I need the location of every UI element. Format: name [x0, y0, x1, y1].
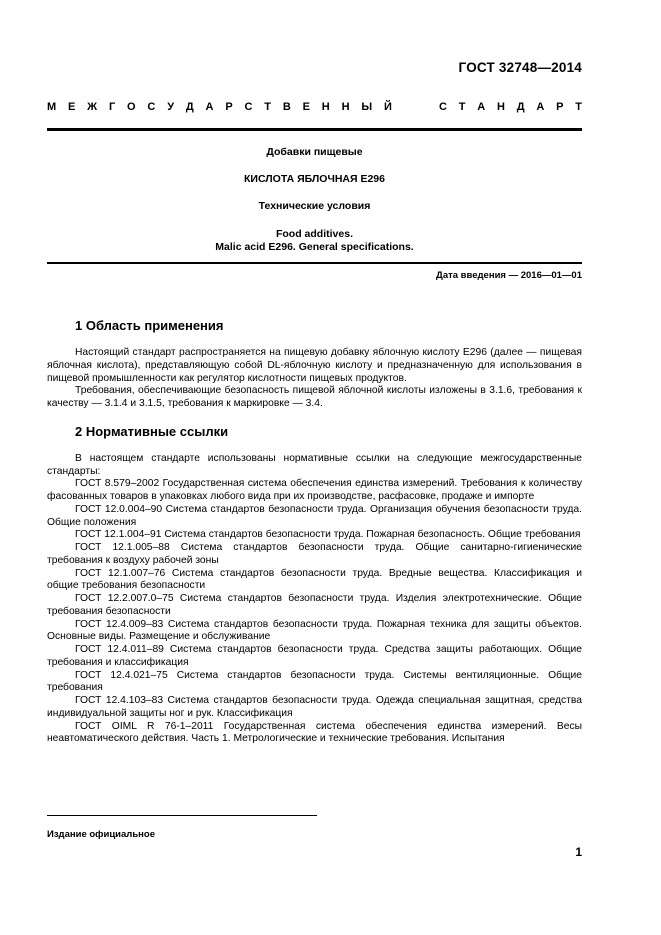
banner-letter: Н: [341, 101, 350, 113]
banner-letter: В: [282, 101, 291, 113]
banner-letter: А: [536, 101, 545, 113]
banner-letter: М: [47, 101, 57, 113]
title-category: Добавки пищевые: [266, 146, 363, 158]
banner-letter: Ж: [87, 101, 98, 113]
reference-item: ГОСТ OIML R 76-1–2011 Государственная система обеспечения единства измерений. Весы неавтоматического действия. Часть 1. Метрологические и технические требования. Испытания: [47, 720, 582, 745]
reference-item: ГОСТ 12.4.103–83 Система стандартов безопасности труда. Одежда специальная защитная, средства индивидуальной защиты ног и рук. Классификация: [47, 695, 582, 719]
edition-label: Издание официальное: [47, 829, 155, 840]
banner-letter: А: [477, 101, 486, 113]
banner-letter: А: [205, 101, 214, 113]
footer-divider: [47, 815, 317, 816]
standard-banner: [47, 101, 582, 113]
banner-letter: Д: [516, 101, 525, 113]
banner-letter: Е: [302, 101, 310, 113]
banner-letter: Т: [575, 101, 582, 113]
reference-item: ГОСТ 12.4.009–83 Система стандартов безопасности труда. Пожарная техника для защиты объектов. Основные виды. Размещение и обслуживание: [47, 618, 582, 643]
reference-item: ГОСТ 12.1.005–88 Система стандартов безопасности труда. Общие санитарно-гигиенические требования к воздуху рабочей зоны: [47, 542, 582, 566]
banner-letter: С: [244, 101, 253, 113]
reference-item: ГОСТ 12.4.021–75 Система стандартов безопасности труда. Системы вентиляционные. Общие требования: [47, 669, 582, 694]
banner-letter: Й: [383, 101, 392, 113]
section-1-body: [47, 347, 582, 411]
banner-letter: С: [147, 101, 156, 113]
title-english-line1: Food additives.: [275, 228, 353, 240]
paragraph: Требования, обеспечивающие безопасность пищевой яблочной кислоты изложены в 3.1.6, требования к качеству — 3.1.4 и 3.1.5, требования к маркировке — 3.4.: [47, 385, 582, 409]
banner-letter: Т: [458, 101, 466, 113]
banner-letter: Н: [321, 101, 330, 113]
reference-item: ГОСТ 12.0.004–90 Система стандартов безопасности труда. Организация обучения безопасности труда. Общие положения: [47, 503, 582, 528]
reference-item: ГОСТ 12.2.007.0–75 Система стандартов безопасности труда. Изделия электротехнические. Общие требования безопасности: [47, 593, 582, 617]
introduction-date: Дата введения — 2016—01—01: [436, 270, 582, 281]
section-2-body: [47, 453, 582, 746]
gost-number: ГОСТ 32748—2014: [458, 60, 582, 75]
title-subtitle: Технические условия: [258, 200, 371, 212]
banner-interstate: [47, 101, 392, 113]
title-english-line2: Malic acid E296. General specifications.: [215, 241, 414, 253]
banner-letter: Г: [108, 101, 116, 113]
banner-letter: Е: [68, 101, 76, 113]
banner-letter: Д: [185, 101, 194, 113]
section-1-heading: 1 Область применения: [75, 318, 224, 333]
banner-letter: Р: [556, 101, 564, 113]
reference-item: ГОСТ 12.1.004–91 Система стандартов безопасности труда. Пожарная безопасность. Общие требования: [75, 529, 581, 541]
title-name: КИСЛОТА ЯБЛОЧНАЯ Е296: [244, 173, 385, 185]
paragraph: В настоящем стандарте использованы нормативные ссылки на следующие межгосударственные стандарты:: [47, 452, 582, 477]
reference-item: ГОСТ 12.1.007–76 Система стандартов безопасности труда. Вредные вещества. Классификация и общие требования безопасности: [47, 567, 582, 592]
banner-standard: [439, 101, 582, 113]
banner-letter: Т: [264, 101, 272, 113]
banner-letter: Н: [496, 101, 505, 113]
banner-letter: У: [167, 101, 175, 113]
title-divider: [47, 262, 582, 264]
banner-letter: Ы: [361, 101, 373, 113]
header-divider: [47, 128, 582, 131]
reference-item: ГОСТ 8.579–2002 Государственная система обеспечения единства измерений. Требования к количеству фасованных товаров в упаковках любого вида при их производстве, расфасовке, продаже и импорте: [47, 478, 582, 502]
banner-letter: С: [439, 101, 447, 113]
paragraph: Настоящий стандарт распространяется на пищевую добавку яблочную кислоту Е296 (далее — пищевая яблочная кислота), представляющую собой DL-яблочную кислоту и предназначенную для использования в пищевой промышленности как регулятор кислотности пищевых продуктов.: [47, 347, 582, 384]
banner-letter: О: [127, 101, 136, 113]
title-block: [47, 146, 582, 254]
reference-item: ГОСТ 12.4.011–89 Система стандартов безопасности труда. Средства защиты работающих. Общие требования и классификация: [47, 644, 582, 668]
document-body: [47, 318, 582, 746]
section-2-heading: 2 Нормативные ссылки: [75, 423, 229, 439]
page-number: 1: [575, 845, 582, 859]
banner-letter: Р: [225, 101, 233, 113]
